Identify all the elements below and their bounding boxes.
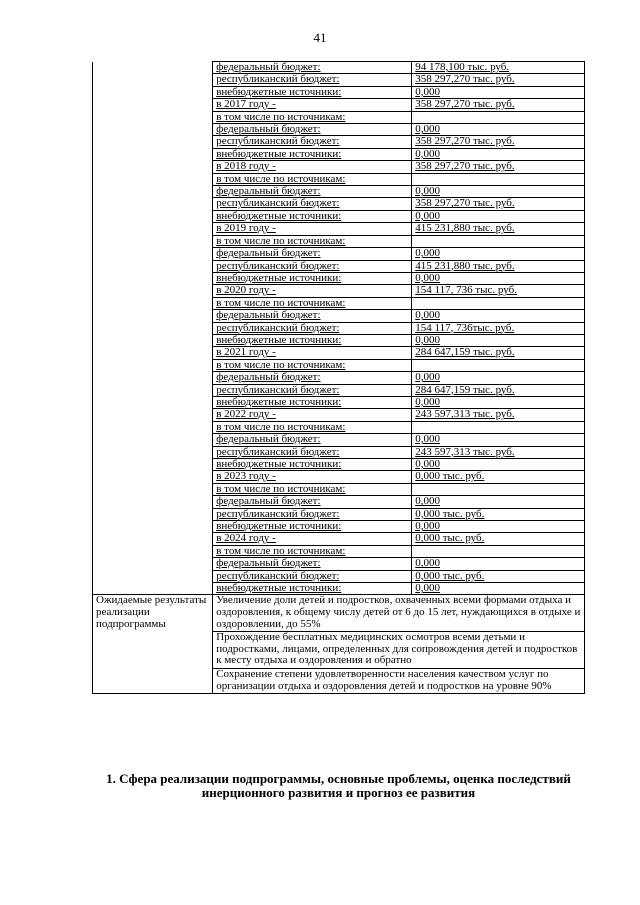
funding-amount-cell — [412, 186, 585, 198]
funding-amount-cell — [412, 272, 585, 284]
funding-amount-cell — [412, 396, 585, 408]
funding-row-empty-cell — [93, 235, 213, 247]
funding-row-empty-cell — [93, 74, 213, 86]
funding-row — [93, 446, 585, 458]
funding-row — [93, 434, 585, 446]
funding-amount-cell — [412, 334, 585, 346]
funding-source-cell — [213, 62, 412, 74]
funding-amount: 0,000 — [415, 309, 440, 322]
funding-source-cell — [213, 483, 412, 495]
funding-source-label: республиканский бюджет: — [216, 508, 340, 520]
funding-amount: 154 117, 736тыс. руб. — [415, 322, 515, 334]
funding-source-cell — [213, 421, 412, 433]
funding-source-label: в том числе по источникам: — [216, 545, 346, 557]
funding-source-label: республиканский бюджет: — [216, 446, 340, 458]
funding-row — [93, 483, 585, 495]
funding-amount: 358 297,270 тыс. руб. — [415, 73, 515, 86]
funding-amount: 0,000 — [415, 396, 440, 408]
funding-source-label: внебюджетные источники: — [216, 396, 342, 408]
funding-row-empty-cell — [93, 459, 213, 471]
funding-source-label: в том числе по источникам: — [216, 235, 346, 247]
funding-amount-cell — [412, 297, 585, 309]
funding-row-empty-cell — [93, 297, 213, 309]
funding-row — [93, 235, 585, 247]
funding-amount: 94 178,100 тыс. руб. — [415, 61, 510, 73]
funding-amount-cell — [412, 508, 585, 520]
funding-source-label: республиканский бюджет: — [216, 135, 340, 148]
funding-source-label: федеральный бюджет: — [216, 185, 321, 198]
funding-amount-cell — [412, 285, 585, 297]
funding-amount: 0,000 — [415, 123, 440, 136]
funding-amount: 0,000 — [415, 185, 440, 198]
funding-amount: 0,000 тыс. руб. — [415, 508, 485, 520]
funding-amount-cell — [412, 372, 585, 384]
funding-source-cell — [213, 272, 412, 284]
funding-row — [93, 583, 585, 595]
funding-row-empty-cell — [93, 359, 213, 371]
funding-row — [93, 310, 585, 322]
funding-source-cell — [213, 173, 412, 185]
funding-row-empty-cell — [93, 508, 213, 520]
funding-row — [93, 210, 585, 222]
funding-source-label: в том числе по источникам: — [216, 483, 346, 495]
funding-source-cell — [213, 322, 412, 334]
funding-source-cell — [213, 148, 412, 160]
funding-source-label: внебюджетные источники: — [216, 148, 342, 160]
funding-row-empty-cell — [93, 446, 213, 458]
funding-amount: 284 647,159 тыс. руб. — [415, 346, 515, 359]
funding-row — [93, 384, 585, 396]
funding-amount: 0,000 — [415, 433, 440, 446]
funding-row-empty-cell — [93, 545, 213, 557]
funding-row-empty-cell — [93, 409, 213, 421]
funding-amount-cell — [412, 260, 585, 272]
funding-amount-cell — [412, 223, 585, 235]
funding-row-empty-cell — [93, 384, 213, 396]
funding-source-label: в 2019 году - — [216, 222, 276, 235]
funding-amount: 0,000 — [415, 495, 440, 508]
funding-row — [93, 459, 585, 471]
funding-amount: 358 297,270 тыс. руб. — [415, 135, 515, 148]
funding-amount-cell — [412, 496, 585, 508]
funding-row-empty-cell — [93, 248, 213, 260]
funding-row-empty-cell — [93, 260, 213, 272]
funding-row-empty-cell — [93, 334, 213, 346]
funding-source-cell — [213, 496, 412, 508]
funding-source-label: в 2020 году - — [216, 284, 276, 297]
funding-source-cell — [213, 99, 412, 111]
funding-row — [93, 334, 585, 346]
funding-source-cell — [213, 508, 412, 520]
funding-source-label: республиканский бюджет: — [216, 260, 340, 272]
funding-row — [93, 471, 585, 483]
funding-amount-cell — [412, 210, 585, 222]
funding-source-cell — [213, 235, 412, 247]
funding-row — [93, 136, 585, 148]
funding-row-empty-cell — [93, 496, 213, 508]
funding-source-label: федеральный бюджет: — [216, 61, 321, 73]
funding-source-label: федеральный бюджет: — [216, 309, 321, 322]
funding-amount-cell — [412, 583, 585, 595]
section-heading: 1. Сфера реализации подпрограммы, основные проблемы, оценка последствий инерционного развития и прогноз ее развития — [106, 771, 571, 800]
funding-source-label: в том числе по источникам: — [216, 173, 346, 185]
funding-amount-cell — [412, 136, 585, 148]
funding-row — [93, 260, 585, 272]
funding-row — [93, 173, 585, 185]
funding-source-label: внебюджетные источники: — [216, 458, 342, 470]
funding-amount: 0,000 — [415, 520, 440, 533]
funding-source-cell — [213, 86, 412, 98]
funding-source-label: в 2021 году - — [216, 346, 276, 359]
funding-amount: 243 597,313 тыс. руб. — [415, 446, 515, 458]
funding-row-empty-cell — [93, 471, 213, 483]
funding-amount: 415 231,880 тыс. руб. — [415, 222, 515, 235]
funding-row-empty-cell — [93, 272, 213, 284]
funding-row — [93, 347, 585, 359]
funding-amount-cell — [412, 161, 585, 173]
funding-source-cell — [213, 347, 412, 359]
funding-source-cell — [213, 285, 412, 297]
funding-amount-cell — [412, 558, 585, 570]
funding-row-empty-cell — [93, 521, 213, 533]
funding-source-label: внебюджетные источники: — [216, 520, 342, 533]
funding-row-empty-cell — [93, 186, 213, 198]
funding-row — [93, 521, 585, 533]
funding-amount-cell — [412, 62, 585, 74]
funding-row-empty-cell — [93, 223, 213, 235]
funding-amount: 284 647,159 тыс. руб. — [415, 384, 515, 396]
funding-source-label: республиканский бюджет: — [216, 570, 340, 582]
funding-row-empty-cell — [93, 198, 213, 210]
funding-source-cell — [213, 186, 412, 198]
funding-source-cell — [213, 198, 412, 210]
funding-row-empty-cell — [93, 173, 213, 185]
funding-row — [93, 558, 585, 570]
funding-amount-cell — [412, 124, 585, 136]
funding-amount-cell — [412, 173, 585, 185]
funding-row — [93, 322, 585, 334]
funding-amount-cell — [412, 310, 585, 322]
funding-row — [93, 570, 585, 582]
funding-source-cell — [213, 558, 412, 570]
funding-amount: 0,000 — [415, 210, 440, 222]
funding-amount: 154 117, 736 тыс. руб. — [415, 284, 517, 297]
funding-source-label: в том числе по источникам: — [216, 111, 346, 123]
funding-amount-cell — [412, 521, 585, 533]
funding-amount: 0,000 — [415, 582, 440, 595]
funding-amount-cell — [412, 421, 585, 433]
expected-result-item: Увеличение доли детей и подростков, охваченных всеми формами отдыха и оздоровления, к общему числу детей от 6 до 15 лет, нуждающихся в отдыхе и оздоровлении, до 55% — [213, 595, 585, 632]
funding-row — [93, 285, 585, 297]
funding-amount-cell — [412, 322, 585, 334]
funding-source-label: федеральный бюджет: — [216, 495, 321, 508]
funding-source-label: в 2023 году - — [216, 470, 276, 483]
funding-row — [93, 99, 585, 111]
funding-row — [93, 272, 585, 284]
funding-row-empty-cell — [93, 533, 213, 545]
funding-row-empty-cell — [93, 583, 213, 595]
funding-source-label: в 2024 году - — [216, 532, 276, 545]
funding-source-cell — [213, 533, 412, 545]
funding-row — [93, 223, 585, 235]
funding-row-empty-cell — [93, 285, 213, 297]
funding-row — [93, 508, 585, 520]
funding-amount: 0,000 — [415, 371, 440, 384]
funding-source-cell — [213, 161, 412, 173]
funding-row — [93, 496, 585, 508]
funding-amount: 0,000 тыс. руб. — [415, 570, 485, 582]
funding-amount: 358 297,270 тыс. руб. — [415, 160, 515, 173]
funding-amount: 0,000 — [415, 247, 440, 260]
funding-amount-cell — [412, 409, 585, 421]
funding-amount-cell — [412, 471, 585, 483]
funding-table-body — [93, 62, 585, 694]
funding-amount: 0,000 — [415, 86, 440, 98]
funding-amount-cell — [412, 248, 585, 260]
funding-source-label: внебюджетные источники: — [216, 210, 342, 222]
funding-amount-cell — [412, 111, 585, 123]
funding-source-cell — [213, 74, 412, 86]
funding-source-label: республиканский бюджет: — [216, 73, 340, 86]
funding-source-cell — [213, 521, 412, 533]
funding-source-cell — [213, 260, 412, 272]
expected-result-row — [93, 595, 585, 632]
funding-source-label: в 2017 году - — [216, 98, 276, 111]
funding-source-cell — [213, 297, 412, 309]
funding-source-label: внебюджетные источники: — [216, 86, 342, 98]
funding-row-empty-cell — [93, 421, 213, 433]
funding-amount-cell — [412, 347, 585, 359]
funding-row-empty-cell — [93, 396, 213, 408]
funding-row — [93, 111, 585, 123]
funding-row — [93, 198, 585, 210]
expected-results-label: Ожидаемые результаты реализации подпрограммы — [93, 595, 213, 694]
funding-amount-cell — [412, 99, 585, 111]
funding-row-empty-cell — [93, 210, 213, 222]
funding-amount: 0,000 тыс. руб. — [415, 470, 485, 483]
funding-row-empty-cell — [93, 483, 213, 495]
funding-source-cell — [213, 570, 412, 582]
funding-row-empty-cell — [93, 372, 213, 384]
funding-source-label: в 2022 году - — [216, 408, 276, 421]
funding-source-cell — [213, 136, 412, 148]
expected-result-item: Сохранение степени удовлетворенности населения качеством услуг по организации отдыха и оздоровления детей и подростков на уровне 90% — [213, 669, 585, 694]
funding-amount-cell — [412, 434, 585, 446]
funding-source-label: в том числе по источникам: — [216, 359, 346, 371]
funding-row — [93, 148, 585, 160]
funding-source-cell — [213, 372, 412, 384]
funding-amount: 0,000 — [415, 148, 440, 160]
funding-source-cell — [213, 124, 412, 136]
funding-source-cell — [213, 334, 412, 346]
funding-source-label: республиканский бюджет: — [216, 322, 340, 334]
funding-source-cell — [213, 223, 412, 235]
funding-source-cell — [213, 583, 412, 595]
funding-row-empty-cell — [93, 434, 213, 446]
funding-row-empty-cell — [93, 558, 213, 570]
funding-amount: 358 297,270 тыс. руб. — [415, 98, 515, 111]
funding-source-label: в том числе по источникам: — [216, 421, 346, 433]
funding-amount-cell — [412, 235, 585, 247]
funding-source-cell — [213, 359, 412, 371]
funding-amount: 415 231,880 тыс. руб. — [415, 260, 515, 272]
funding-row — [93, 248, 585, 260]
funding-source-cell — [213, 545, 412, 557]
funding-row — [93, 409, 585, 421]
funding-table — [92, 61, 585, 694]
funding-amount: 358 297,270 тыс. руб. — [415, 197, 515, 210]
funding-source-label: внебюджетные источники: — [216, 334, 342, 346]
funding-amount: 0,000 тыс. руб. — [415, 532, 485, 545]
funding-row-empty-cell — [93, 570, 213, 582]
funding-source-cell — [213, 409, 412, 421]
funding-source-label: в том числе по источникам: — [216, 297, 346, 309]
funding-source-cell — [213, 446, 412, 458]
funding-amount-cell — [412, 86, 585, 98]
funding-row-empty-cell — [93, 99, 213, 111]
funding-source-label: республиканский бюджет: — [216, 384, 340, 396]
funding-row — [93, 421, 585, 433]
funding-amount-cell — [412, 545, 585, 557]
funding-row-empty-cell — [93, 136, 213, 148]
funding-row — [93, 396, 585, 408]
funding-row-empty-cell — [93, 124, 213, 136]
funding-source-label: федеральный бюджет: — [216, 557, 321, 570]
funding-row — [93, 186, 585, 198]
funding-source-label: федеральный бюджет: — [216, 123, 321, 136]
funding-source-label: федеральный бюджет: — [216, 371, 321, 384]
funding-amount: 243 597,313 тыс. руб. — [415, 408, 515, 421]
funding-row-empty-cell — [93, 322, 213, 334]
funding-source-label: республиканский бюджет: — [216, 197, 340, 210]
funding-row-empty-cell — [93, 161, 213, 173]
funding-amount-cell — [412, 198, 585, 210]
funding-amount: 0,000 — [415, 272, 440, 284]
funding-row — [93, 74, 585, 86]
funding-amount-cell — [412, 148, 585, 160]
funding-row-empty-cell — [93, 111, 213, 123]
funding-row-empty-cell — [93, 86, 213, 98]
funding-source-cell — [213, 248, 412, 260]
funding-source-cell — [213, 310, 412, 322]
funding-source-label: федеральный бюджет: — [216, 247, 321, 260]
funding-amount-cell — [412, 459, 585, 471]
funding-amount-cell — [412, 570, 585, 582]
funding-source-cell — [213, 471, 412, 483]
funding-row — [93, 297, 585, 309]
funding-amount: 0,000 — [415, 557, 440, 570]
funding-row — [93, 161, 585, 173]
funding-row — [93, 545, 585, 557]
funding-source-cell — [213, 396, 412, 408]
funding-row — [93, 533, 585, 545]
funding-amount-cell — [412, 74, 585, 86]
funding-row-empty-cell — [93, 62, 213, 74]
funding-amount-cell — [412, 446, 585, 458]
funding-row-empty-cell — [93, 310, 213, 322]
expected-result-item: Прохождение бесплатных медицинских осмотров всеми детьми и подростками, лицами, определенных для сопровождения детей и подростков к месту отдыха и оздоровления и обратно — [213, 632, 585, 669]
funding-source-cell — [213, 111, 412, 123]
funding-source-cell — [213, 434, 412, 446]
funding-source-cell — [213, 384, 412, 396]
funding-amount-cell — [412, 533, 585, 545]
funding-row — [93, 359, 585, 371]
funding-row-empty-cell — [93, 148, 213, 160]
funding-amount-cell — [412, 483, 585, 495]
page-number: 41 — [313, 30, 327, 45]
funding-source-label: федеральный бюджет: — [216, 433, 321, 446]
funding-row — [93, 372, 585, 384]
funding-amount-cell — [412, 359, 585, 371]
funding-row-empty-cell — [93, 347, 213, 359]
funding-row — [93, 124, 585, 136]
funding-source-label: внебюджетные источники: — [216, 582, 342, 595]
funding-row — [93, 86, 585, 98]
funding-amount: 0,000 — [415, 458, 440, 470]
funding-row — [93, 62, 585, 74]
funding-source-cell — [213, 459, 412, 471]
funding-amount-cell — [412, 384, 585, 396]
funding-source-cell — [213, 210, 412, 222]
funding-source-label: в 2018 году - — [216, 160, 276, 173]
funding-source-label: внебюджетные источники: — [216, 272, 342, 284]
funding-amount: 0,000 — [415, 334, 440, 346]
